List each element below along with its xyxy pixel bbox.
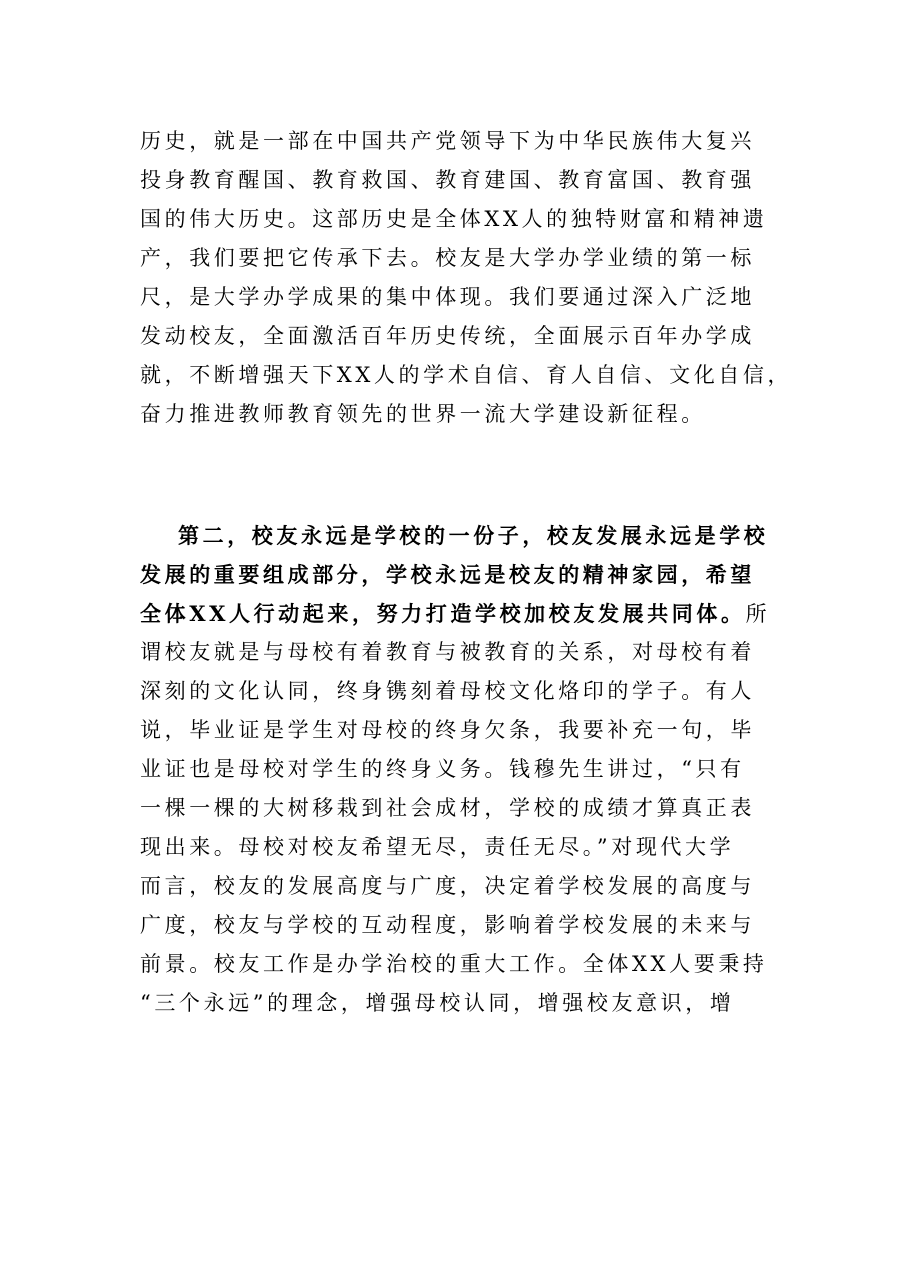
text-line: 现出来。母校对校友希望无尽，责任无尽。”对现代大学 bbox=[140, 835, 735, 859]
text-line: “三个永远”的理念，增强母校认同，增强校友意识，增 bbox=[140, 991, 735, 1015]
text-line: 而言，校友的发展高度与广度，决定着学校发展的高度与 bbox=[140, 874, 755, 898]
text-line: 尺，是大学办学成果的集中体现。我们要通过深入广泛地 bbox=[140, 285, 755, 309]
text-line: 谓校友就是与母校有着教育与被教育的关系，对母校有着 bbox=[140, 640, 755, 664]
text-line: 说，毕业证是学生对母校的终身欠条，我要补充一句，毕 bbox=[140, 718, 755, 742]
text-line: 历史，就是一部在中国共产党领导下为中华民族伟大复兴 bbox=[140, 129, 755, 153]
text-line: 奋力推进教师教育领先的世界一流大学建设新征程。 bbox=[140, 402, 706, 426]
text-line: 深刻的文化认同，终身镌刻着母校文化烙印的学子。有人 bbox=[140, 679, 755, 703]
text-line: 一棵一棵的大树移栽到社会成材，学校的成绩才算真正表 bbox=[140, 796, 755, 820]
text-line: 产，我们要把它传承下去。校友是大学办学业绩的第一标 bbox=[140, 246, 755, 270]
text-line: 国的伟大历史。这部历史是全体XX人的独特财富和精神遗 bbox=[140, 207, 768, 231]
mixed-line bbox=[140, 594, 774, 633]
text-line: 发动校友，全面激活百年历史传统，全面展示百年办学成 bbox=[140, 324, 755, 348]
bold-heading-fragment: 全体XX人行动起来，努力打造学校加校友发展共同体。 bbox=[140, 601, 746, 626]
text-fragment: 所 bbox=[745, 602, 771, 626]
text-line: 前景。校友工作是办学治校的重大工作。全体XX人要秉持 bbox=[140, 952, 768, 976]
text-line: 广度，校友与学校的互动程度，影响着学校发展的未来与 bbox=[140, 913, 755, 937]
paragraph-alumni bbox=[140, 516, 774, 1023]
bold-heading-line: 发展的重要组成部分，学校永远是校友的精神家园，希望 bbox=[140, 562, 755, 587]
paragraph-history bbox=[140, 122, 793, 434]
bold-heading-line: 第二，校友永远是学校的一份子，校友发展永远是学校 bbox=[178, 523, 769, 548]
text-line: 投身教育醒国、教育救国、教育建国、教育富国、教育强 bbox=[140, 168, 755, 192]
text-line: 就，不断增强天下XX人的学术自信、育人自信、文化自信， bbox=[140, 363, 793, 387]
text-line: 业证也是母校对学生的终身义务。钱穆先生讲过，“只有 bbox=[140, 757, 745, 781]
